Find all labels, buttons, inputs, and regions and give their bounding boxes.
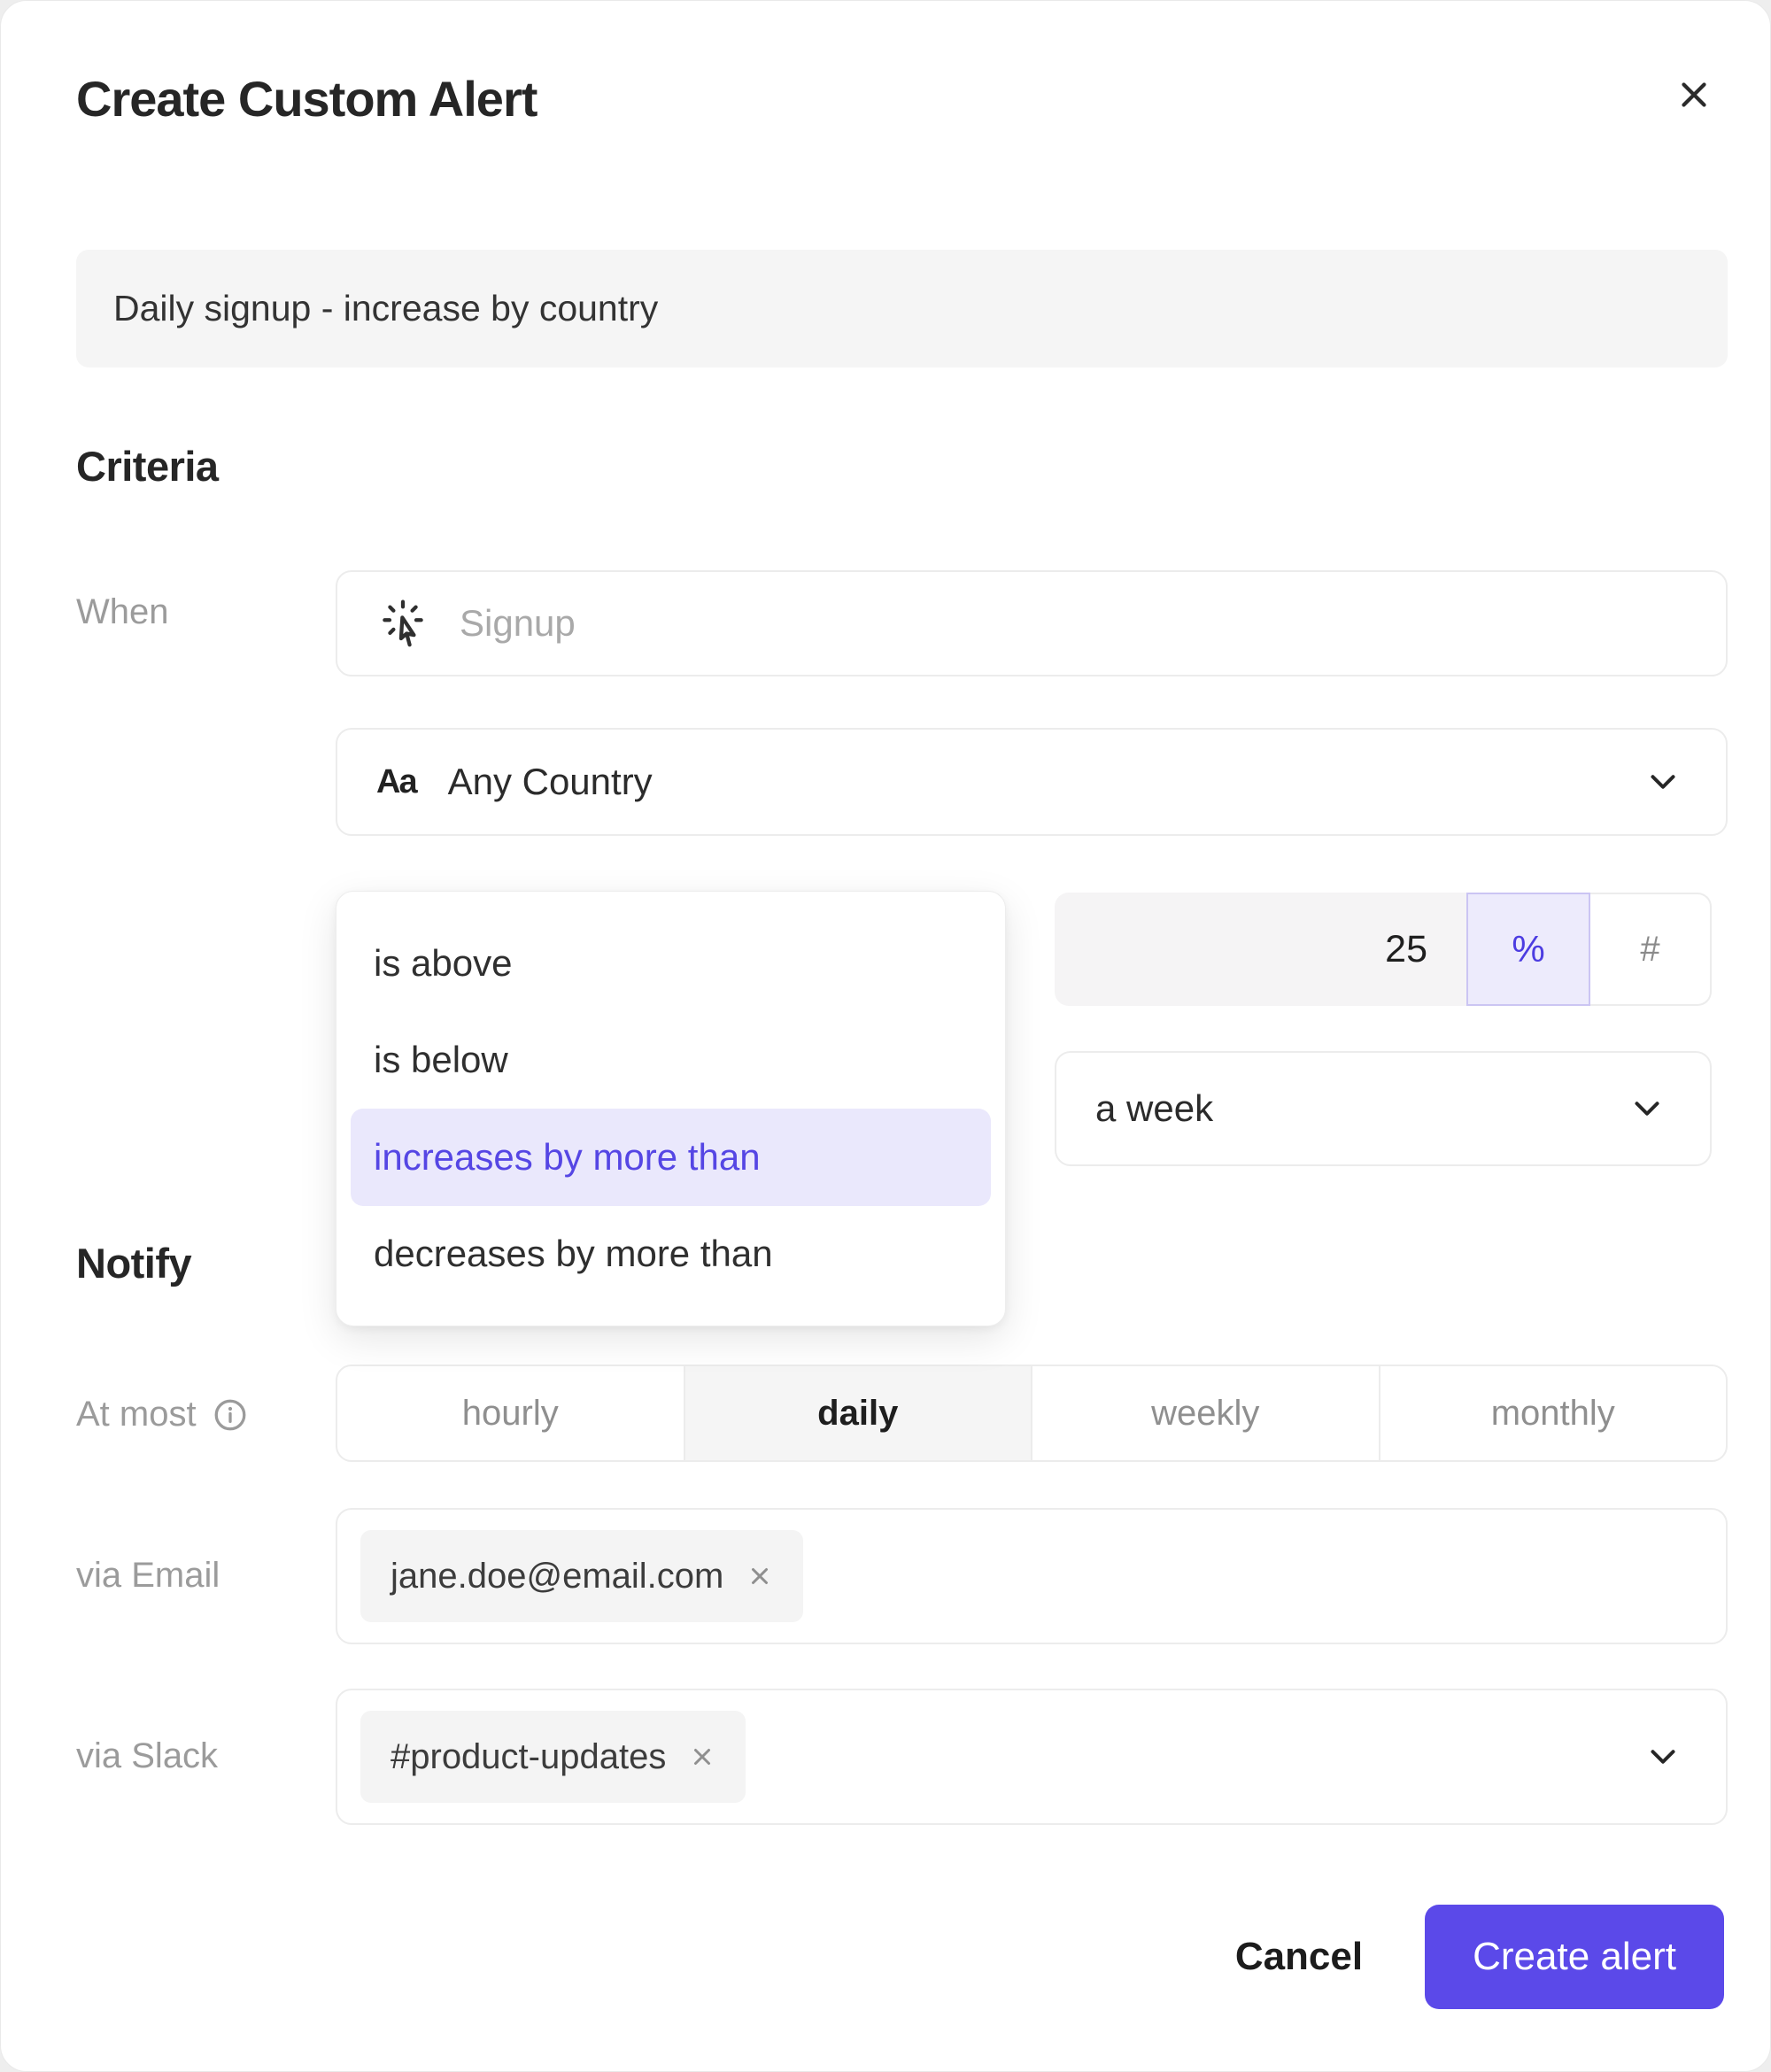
period-select[interactable] — [1055, 1051, 1712, 1166]
via-slack-label: via Slack — [76, 1736, 219, 1775]
event-input[interactable] — [336, 570, 1728, 676]
cancel-button[interactable]: Cancel — [1225, 1935, 1373, 1979]
slack-chip — [360, 1711, 746, 1803]
menu-item-increases-by-more-than[interactable]: increases by more than — [351, 1109, 991, 1206]
via-email-label: via Email — [76, 1556, 220, 1595]
menu-item-decreases-by-more-than[interactable]: decreases by more than — [374, 1233, 773, 1275]
period-value: a week — [1095, 1087, 1214, 1129]
at-most-label — [76, 1395, 250, 1434]
info-icon[interactable] — [211, 1396, 250, 1434]
close-button[interactable] — [1659, 59, 1729, 130]
event-placeholder: Signup — [460, 602, 576, 644]
chevron-down-icon — [1643, 762, 1683, 802]
slack-channel-select[interactable] — [336, 1689, 1728, 1825]
threshold-unit-number-toggle[interactable]: # — [1590, 893, 1712, 1006]
criteria-heading: Criteria — [76, 443, 219, 490]
frequency-option-monthly[interactable]: monthly — [1490, 1393, 1615, 1433]
slack-chip-remove-button[interactable] — [689, 1743, 715, 1770]
menu-item-is-above[interactable]: is above — [374, 941, 513, 984]
modal-footer — [1225, 1905, 1724, 2009]
breakdown-select[interactable] — [336, 728, 1728, 836]
email-chip — [360, 1530, 803, 1622]
close-icon — [1674, 74, 1714, 115]
slack-chip-text: #product-updates — [391, 1736, 667, 1776]
breakdown-value: Any Country — [447, 761, 653, 802]
frequency-option-daily[interactable]: daily — [685, 1366, 1033, 1460]
frequency-segmented-control — [336, 1365, 1728, 1462]
text-aa-icon: Aa — [376, 762, 416, 800]
menu-item-is-below[interactable]: is below — [374, 1039, 508, 1081]
chevron-down-icon — [1643, 1736, 1683, 1777]
email-chip-text: jane.doe@email.com — [391, 1556, 724, 1596]
frequency-option-hourly[interactable]: hourly — [337, 1366, 685, 1460]
email-chip-remove-button[interactable] — [746, 1563, 773, 1589]
page-title: Create Custom Alert — [76, 71, 537, 127]
threshold-value-input[interactable]: 25 — [1055, 893, 1466, 1006]
notify-heading: Notify — [76, 1240, 192, 1287]
email-recipients-input[interactable] — [336, 1508, 1728, 1644]
when-label: When — [76, 592, 169, 631]
alert-name-input[interactable]: Daily signup - increase by country — [76, 250, 1728, 367]
threshold-unit-percent-toggle[interactable]: % — [1466, 893, 1590, 1006]
condition-dropdown-menu — [336, 891, 1006, 1326]
at-most-label-text: At most — [76, 1395, 197, 1434]
create-alert-button[interactable]: Create alert — [1425, 1905, 1724, 2009]
cursor-click-icon — [376, 597, 429, 650]
frequency-option-weekly[interactable]: weekly — [1032, 1366, 1380, 1460]
chevron-down-icon — [1627, 1088, 1667, 1129]
